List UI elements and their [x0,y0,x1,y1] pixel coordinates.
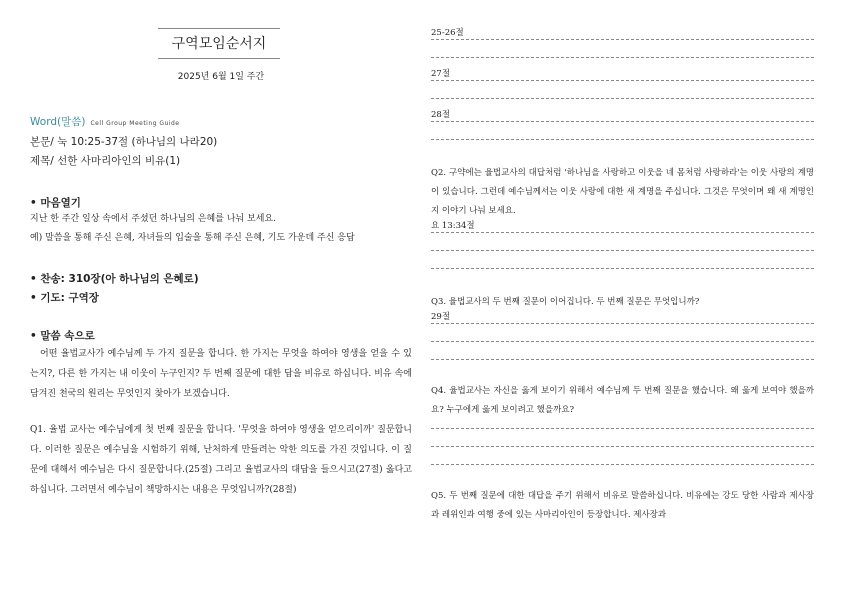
answer-line [431,121,814,122]
document-title: 구역모임순서지 [158,28,280,59]
week-date: 2025년 6월 1일 주간 [177,72,265,82]
question-3: Q3. 율법교사의 두 번째 질문이 이어집니다. 두 번째 질문은 무엇입니까? [431,297,700,307]
question-2-ref: 요 13:34절 [431,221,475,231]
answer-line [431,428,814,429]
question-4: Q4. 율법교사는 자신을 옳게 보이기 위해서 예수님께 두 번째 질문을 했습니다. 왜 옳게 보여야 했을까요? 누구에게 옳게 보이려고 했을까요? [431,386,814,415]
question-5: Q5. 두 번째 질문에 대한 대답을 주기 위해서 비유로 말씀하십니다. 비유에는 강도 당한 사람과 제사장과 레위인과 여행 중에 있는 사마리아인이 등장합니다. 제사장과 [431,491,814,520]
answer-line [431,139,814,140]
answer-line [431,98,814,99]
sermon-title: 제목/ 선한 사마리아인의 비유(1) [30,155,181,167]
answer-line [431,268,814,269]
question-1: Q1. 율법 교사는 예수님에게 첫 번째 질문을 합니다. '무엇을 하여야 영생을 얻으리이까' 질문합니다. 이러한 질문은 예수님을 시험하기 위해, 난처하게 만들려는 악한 의도를 가진 것입니다. 이 질문에 대해서 예수님은 다시 질문합니다.(25절) 그리고 율법교사의 대답을 들으시고(27절) 옳다고 하십니다. 그러면서 예수님이 책망하시는 내용은 무엇입니까?(28절) [30,425,412,495]
title-box [158,28,280,59]
answer-line [431,57,814,58]
word-heading [30,114,412,129]
answer-line [431,39,814,40]
answer-line [431,359,814,360]
answer-line [431,232,814,233]
answer-line [431,323,814,324]
word-subtitle: Cell Group Meeting Guide [90,120,180,127]
answer-ref-1: 25-26절 [431,28,464,38]
prayer: • 기도: 구역장 [30,292,99,304]
answer-line [431,464,814,465]
answer-ref-2: 27절 [431,69,451,79]
opening-example: 예) 말씀을 통해 주신 은혜, 자녀들의 입술을 통해 주신 은혜, 기도 가운데 주신 응답 [30,233,355,243]
opening-heading: • 마음열기 [30,197,81,209]
right-column [431,28,814,525]
word-label: Word(말씀) [30,116,86,128]
answer-line [431,250,814,251]
question-2: Q2. 구약에는 율법교사의 대답처럼 '하나님을 사랑하고 이웃을 네 몸처럼 사랑하라'는 이웃 사랑의 계명이 있습니다. 그런데 예수님께서는 이웃 사랑에 대한 새 계명을 주십니다. 그것은 무엇이며 왜 새 계명인지 이야기 나눠 보세요. [431,168,814,216]
word-section-heading: • 말씀 속으로 [30,330,95,342]
intro-paragraph: 어떤 율법교사가 예수님께 두 가지 질문을 합니다. 한 가지는 무엇을 하여야 영생을 얻을 수 있는지?, 다른 한 가지는 내 이웃이 누구인지? 두 번째 질문에 대한 답을 비유로 하십니다. 비유 속에 담겨진 천국의 원리는 무엇인지 찾아가 보겠습니다. [30,349,412,399]
answer-line [431,80,814,81]
left-column [30,28,412,500]
scripture-reference: 본문/ 눅 10:25-37절 (하나님의 나라20) [30,136,218,148]
hymn: • 찬송: 310장(아 하나님의 은혜로) [30,273,199,285]
opening-text: 지난 한 주간 일상 속에서 주셨던 하나님의 은혜를 나눠 보세요. [30,214,276,224]
answer-line [431,341,814,342]
question-3-ref: 29절 [431,312,451,322]
answer-line [431,446,814,447]
answer-ref-3: 28절 [431,110,451,120]
